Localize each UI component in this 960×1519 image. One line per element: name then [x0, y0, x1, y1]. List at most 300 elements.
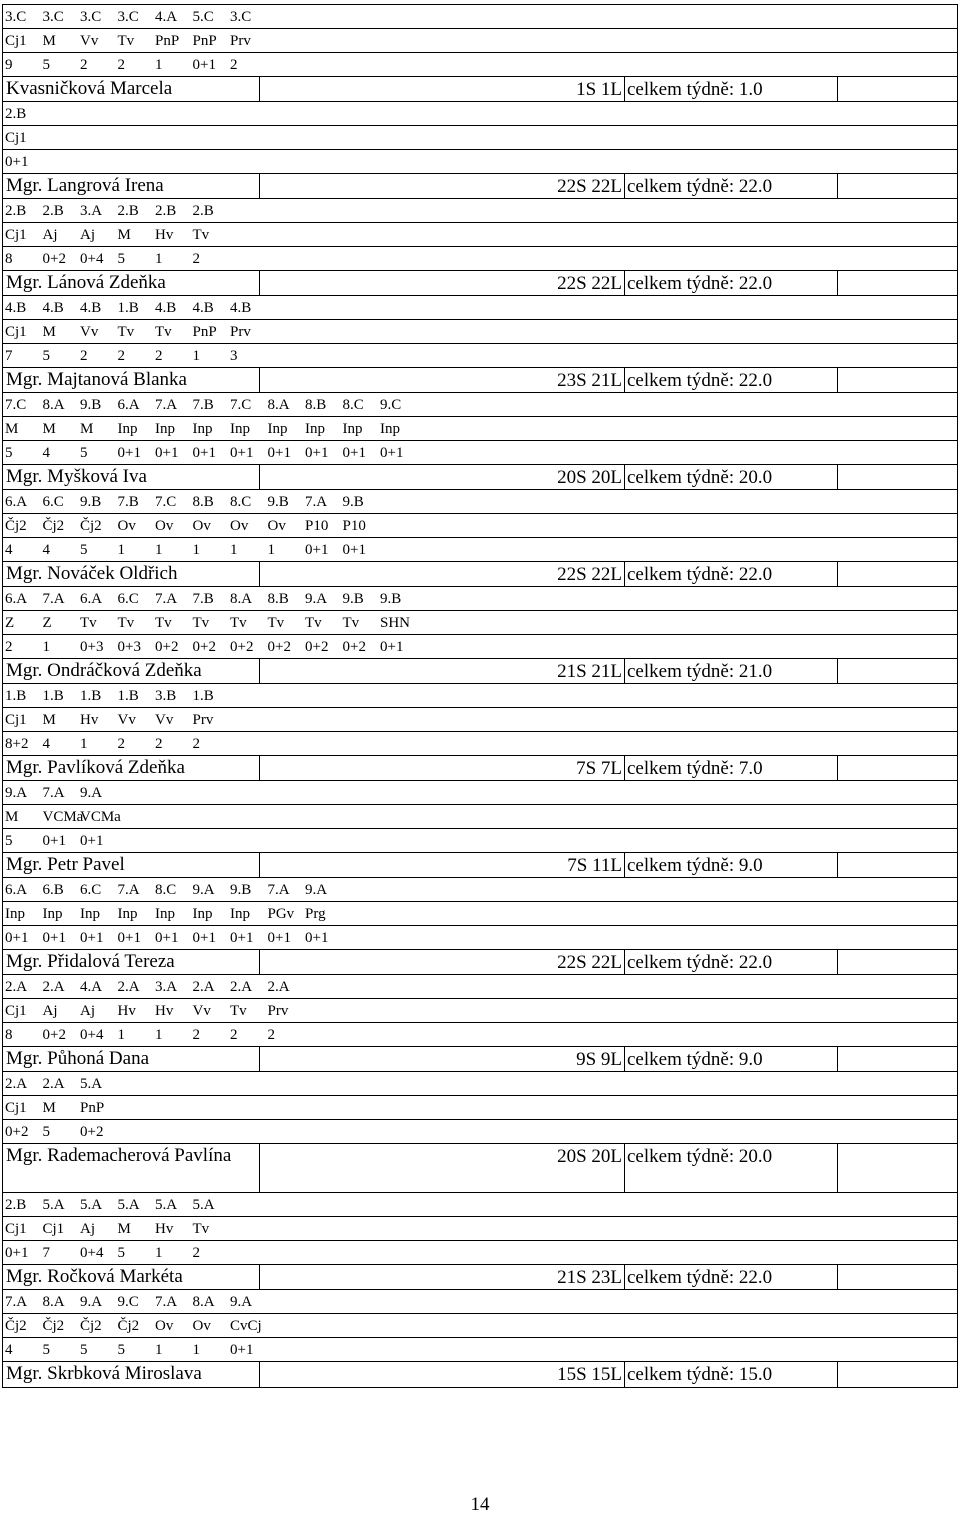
schedule-cell: Ov	[155, 1318, 174, 1334]
lesson-count: 15S 15L	[557, 1364, 622, 1385]
schedule-cell: 9.A	[80, 785, 103, 801]
schedule-row	[3, 1096, 957, 1120]
schedule-cell: 0+2	[342, 639, 366, 655]
schedule-cell: CvCj	[230, 1318, 262, 1334]
schedule-cell: 3.A	[80, 203, 103, 219]
schedule-cell: Z	[42, 615, 52, 631]
schedule-cell: Aj	[42, 1003, 58, 1019]
schedule-cell: 0+2	[155, 639, 179, 655]
schedule-cell: Tv	[342, 615, 360, 631]
schedule-cell: 4	[42, 736, 50, 752]
schedule-cell: 1	[192, 348, 200, 364]
schedule-cell: 0+2	[230, 639, 254, 655]
schedule-cell: 0+2	[305, 639, 329, 655]
schedule-cell: 0+1	[305, 445, 329, 461]
schedule-cell: 5.A	[80, 1197, 103, 1213]
teacher-name: Mgr. Majtanová Blanka	[6, 369, 187, 390]
schedule-cell: 5.A	[117, 1197, 140, 1213]
schedule-row	[3, 975, 957, 999]
schedule-row	[3, 611, 957, 635]
schedule-cell: Inp	[117, 421, 138, 437]
schedule-cell: 0+1	[342, 445, 366, 461]
schedule-cell: Cj1	[5, 1003, 27, 1019]
schedule-cell: 2.A	[5, 1076, 28, 1092]
weekly-total: celkem týdně: 22.0	[627, 952, 773, 973]
schedule-cell: M	[42, 33, 56, 49]
column-divider	[837, 174, 838, 198]
schedule-cell: 1.B	[5, 688, 27, 704]
schedule-cell: Cj1	[5, 130, 27, 146]
schedule-cell: 7.B	[192, 397, 214, 413]
schedule-cell: 1.B	[80, 688, 102, 704]
schedule-cell: Inp	[155, 421, 175, 437]
schedule-cell: M	[5, 421, 19, 437]
lesson-count: 21S 23L	[557, 1267, 622, 1288]
schedule-cell: M	[42, 421, 56, 437]
teacher-name: Mgr. Myšková Iva	[6, 466, 147, 487]
schedule-cell: PnP	[155, 33, 180, 49]
schedule-cell: 1	[80, 736, 88, 752]
schedule-cell: Tv	[80, 615, 97, 631]
column-divider	[837, 77, 838, 101]
schedule-cell: 7	[42, 1245, 50, 1261]
schedule-cell: 8.A	[42, 1294, 65, 1310]
teacher-name: Mgr. Lánová Zdeňka	[6, 272, 166, 293]
weekly-total: celkem týdně: 7.0	[627, 758, 763, 779]
schedule-cell: 0+1	[80, 833, 104, 849]
schedule-cell: 0+1	[380, 639, 404, 655]
schedule-cell: 7.A	[267, 882, 290, 898]
schedule-row	[3, 999, 957, 1023]
schedule-row	[3, 684, 957, 708]
column-divider	[624, 756, 625, 780]
schedule-row	[3, 514, 957, 538]
schedule-cell: 9.B	[230, 882, 252, 898]
teacher-name: Mgr. Půhoná Dana	[6, 1048, 150, 1069]
schedule-row	[3, 29, 957, 53]
schedule-cell: Inp	[155, 906, 175, 922]
teacher-schedule-table	[2, 4, 958, 1388]
schedule-cell: 0+1	[117, 445, 141, 461]
schedule-cell: 2	[192, 1027, 200, 1043]
schedule-cell: 7.B	[117, 494, 139, 510]
schedule-cell: 5	[42, 57, 50, 73]
schedule-cell: 2	[117, 348, 125, 364]
schedule-cell: 3.A	[155, 979, 178, 995]
schedule-cell: 2.B	[5, 106, 27, 122]
schedule-cell: PnP	[192, 324, 217, 340]
schedule-cell: Inp	[42, 906, 63, 922]
schedule-cell: M	[5, 809, 19, 825]
schedule-cell: 5.A	[42, 1197, 65, 1213]
teacher-header-row	[3, 1047, 957, 1072]
schedule-cell: Prv	[230, 33, 251, 49]
schedule-cell: 2	[155, 736, 163, 752]
schedule-cell: 0+1	[155, 445, 179, 461]
schedule-row	[3, 538, 957, 562]
teacher-header-row	[3, 1144, 957, 1193]
schedule-cell: 0+1	[80, 930, 104, 946]
schedule-cell: Hv	[155, 227, 174, 243]
schedule-cell: 3.C	[117, 9, 139, 25]
schedule-cell: 2.A	[42, 979, 65, 995]
schedule-cell: 7.B	[192, 591, 214, 607]
schedule-cell: Inp	[192, 906, 213, 922]
schedule-cell: 5.A	[155, 1197, 178, 1213]
schedule-cell: Vv	[117, 712, 136, 728]
schedule-cell: 0+1	[380, 445, 404, 461]
schedule-row	[3, 1193, 957, 1217]
column-divider	[837, 562, 838, 586]
column-divider	[837, 950, 838, 974]
weekly-total: celkem týdně: 20.0	[627, 467, 773, 488]
schedule-cell: 8.A	[230, 591, 253, 607]
column-divider	[624, 1362, 625, 1387]
schedule-cell: 1.B	[117, 688, 139, 704]
schedule-cell: 4	[5, 1342, 13, 1358]
schedule-cell: 4.A	[80, 979, 103, 995]
schedule-cell: 2.A	[117, 979, 140, 995]
schedule-cell: 5.C	[192, 9, 214, 25]
weekly-total: celkem týdně: 20.0	[627, 1146, 773, 1167]
schedule-row	[3, 781, 957, 805]
schedule-cell: Inp	[5, 906, 25, 922]
schedule-cell: 8.A	[42, 397, 65, 413]
schedule-cell: 6.A	[5, 591, 28, 607]
lesson-count: 7S 7L	[576, 758, 622, 779]
schedule-cell: 5.A	[80, 1076, 103, 1092]
teacher-name: Mgr. Petr Pavel	[6, 854, 125, 875]
schedule-cell: Aj	[80, 1003, 95, 1019]
column-divider	[837, 271, 838, 295]
teacher-name: Mgr. Skrbková Miroslava	[6, 1363, 202, 1384]
schedule-cell: 2.B	[5, 1197, 27, 1213]
weekly-total: celkem týdně: 22.0	[627, 176, 773, 197]
schedule-cell: 9.C	[117, 1294, 139, 1310]
schedule-cell: 4.B	[42, 300, 64, 316]
schedule-row	[3, 417, 957, 441]
schedule-row	[3, 902, 957, 926]
schedule-cell: 1	[117, 1027, 125, 1043]
schedule-cell: Inp	[230, 906, 250, 922]
schedule-cell: 7.A	[305, 494, 328, 510]
schedule-cell: 3.C	[230, 9, 252, 25]
schedule-cell: 8	[5, 251, 13, 267]
weekly-total: celkem týdně: 22.0	[627, 1267, 773, 1288]
schedule-cell: 9	[5, 57, 13, 73]
lesson-count: 20S 20L	[557, 1146, 622, 1167]
schedule-cell: 1	[192, 1342, 200, 1358]
weekly-total: celkem týdně: 1.0	[627, 79, 763, 100]
schedule-cell: 4	[42, 542, 50, 558]
schedule-cell: Tv	[117, 324, 135, 340]
schedule-row	[3, 223, 957, 247]
lesson-count: 7S 11L	[567, 855, 622, 876]
schedule-cell: Čj2	[5, 1318, 27, 1334]
teacher-header-row	[3, 756, 957, 781]
schedule-row	[3, 1241, 957, 1265]
schedule-row	[3, 102, 957, 126]
schedule-cell: 2	[192, 1245, 200, 1261]
schedule-cell: 2.A	[192, 979, 215, 995]
schedule-cell: Ov	[230, 518, 249, 534]
schedule-cell: 0+1	[5, 154, 29, 170]
schedule-cell: 2.B	[192, 203, 214, 219]
schedule-cell: 2	[155, 348, 163, 364]
schedule-cell: Hv	[155, 1003, 174, 1019]
schedule-cell: 0+4	[80, 1027, 104, 1043]
column-divider	[624, 368, 625, 392]
schedule-cell: 2.A	[267, 979, 290, 995]
schedule-cell: 1	[155, 542, 163, 558]
schedule-cell: 3	[230, 348, 238, 364]
schedule-row	[3, 878, 957, 902]
schedule-cell: Cj1	[5, 324, 27, 340]
schedule-cell: 9.A	[192, 882, 215, 898]
schedule-cell: 4.B	[230, 300, 252, 316]
schedule-cell: 0+1	[267, 930, 291, 946]
schedule-cell: 0+2	[42, 251, 66, 267]
schedule-cell: Prv	[267, 1003, 289, 1019]
schedule-cell: Čj2	[42, 1318, 65, 1334]
schedule-cell: 0+1	[230, 445, 254, 461]
schedule-cell: M	[117, 227, 131, 243]
schedule-cell: 2	[117, 736, 125, 752]
schedule-cell: 5	[5, 833, 13, 849]
schedule-cell: 7.A	[155, 397, 178, 413]
lesson-count: 1S 1L	[576, 79, 622, 100]
schedule-cell: 2	[117, 57, 125, 73]
schedule-cell: 0+1	[342, 542, 366, 558]
schedule-cell: Čj2	[117, 1318, 140, 1334]
lesson-count: 22S 22L	[557, 564, 622, 585]
schedule-cell: Tv	[230, 615, 247, 631]
schedule-row	[3, 441, 957, 465]
schedule-cell: Aj	[80, 1221, 95, 1237]
schedule-cell: Vv	[192, 1003, 211, 1019]
schedule-cell: 1	[230, 542, 238, 558]
schedule-cell: M	[42, 1100, 56, 1116]
schedule-cell: 7.A	[5, 1294, 28, 1310]
teacher-name: Kvasničková Marcela	[6, 78, 173, 99]
schedule-row	[3, 344, 957, 368]
schedule-cell: 1	[155, 1027, 163, 1043]
column-divider	[624, 465, 625, 489]
column-divider	[837, 756, 838, 780]
schedule-cell: 8.A	[267, 397, 290, 413]
schedule-cell: 0+1	[192, 445, 216, 461]
column-divider	[624, 853, 625, 877]
schedule-cell: Inp	[192, 421, 213, 437]
schedule-cell: 4	[5, 542, 13, 558]
weekly-total: celkem týdně: 22.0	[627, 273, 773, 294]
schedule-row	[3, 1072, 957, 1096]
schedule-cell: 1.B	[42, 688, 64, 704]
schedule-row	[3, 199, 957, 223]
schedule-cell: Aj	[42, 227, 58, 243]
schedule-cell: 0+1	[305, 542, 329, 558]
schedule-cell: 6.A	[5, 882, 28, 898]
column-divider	[624, 271, 625, 295]
column-divider	[837, 1265, 838, 1289]
schedule-cell: 6.C	[42, 494, 64, 510]
schedule-cell: Hv	[117, 1003, 136, 1019]
schedule-cell: 2	[5, 639, 13, 655]
teacher-header-row	[3, 1362, 957, 1387]
schedule-cell: 5	[117, 1342, 125, 1358]
schedule-cell: Čj2	[80, 1318, 102, 1334]
column-divider	[837, 659, 838, 683]
schedule-cell: 8.A	[192, 1294, 215, 1310]
schedule-cell: 5	[80, 1342, 88, 1358]
schedule-cell: Tv	[155, 324, 172, 340]
schedule-cell: Tv	[117, 33, 135, 49]
weekly-total: celkem týdně: 22.0	[627, 564, 773, 585]
schedule-cell: 2	[80, 57, 88, 73]
schedule-row	[3, 926, 957, 950]
schedule-cell: 0+2	[267, 639, 291, 655]
column-divider	[624, 1047, 625, 1071]
schedule-cell: 9.A	[230, 1294, 253, 1310]
schedule-cell: PnP	[80, 1100, 105, 1116]
schedule-cell: Prv	[230, 324, 251, 340]
schedule-cell: 5	[5, 445, 13, 461]
schedule-cell: Tv	[192, 615, 210, 631]
schedule-cell: SHN	[380, 615, 411, 631]
schedule-cell: 2.B	[117, 203, 139, 219]
schedule-cell: Čj2	[42, 518, 65, 534]
schedule-row	[3, 1023, 957, 1047]
schedule-row	[3, 829, 957, 853]
schedule-cell: 0+1	[42, 930, 66, 946]
schedule-cell: 5	[117, 1245, 125, 1261]
schedule-cell: 2	[192, 251, 200, 267]
schedule-cell: 2	[267, 1027, 275, 1043]
schedule-cell: Prv	[192, 712, 214, 728]
schedule-cell: 2.A	[230, 979, 253, 995]
schedule-cell: PGv	[267, 906, 295, 922]
schedule-cell: 6.A	[117, 397, 140, 413]
teacher-header-row	[3, 368, 957, 393]
schedule-row	[3, 53, 957, 77]
teacher-header-row	[3, 562, 957, 587]
schedule-cell: Tv	[192, 1221, 210, 1237]
schedule-row	[3, 1120, 957, 1144]
schedule-row	[3, 296, 957, 320]
schedule-cell: 0+1	[155, 930, 179, 946]
schedule-cell: 4.B	[192, 300, 214, 316]
schedule-cell: M	[42, 324, 56, 340]
schedule-cell: 6.C	[80, 882, 102, 898]
column-divider	[624, 562, 625, 586]
schedule-cell: Ov	[192, 518, 211, 534]
schedule-cell: 0+1	[230, 1342, 254, 1358]
teacher-header-row	[3, 174, 957, 199]
lesson-count: 22S 22L	[557, 273, 622, 294]
column-divider	[837, 1144, 838, 1192]
schedule-cell: 1	[155, 57, 163, 73]
schedule-cell: 2.A	[42, 1076, 65, 1092]
weekly-total: celkem týdně: 9.0	[627, 1049, 763, 1070]
column-divider	[624, 1265, 625, 1289]
schedule-cell: 9.B	[342, 591, 364, 607]
schedule-cell: 3.C	[42, 9, 64, 25]
schedule-row	[3, 490, 957, 514]
schedule-cell: 0+4	[80, 1245, 104, 1261]
teacher-name: Mgr. Přidalová Tereza	[6, 951, 175, 972]
schedule-cell: 4.B	[155, 300, 177, 316]
schedule-cell: 9.A	[80, 1294, 103, 1310]
schedule-cell: M	[80, 421, 94, 437]
schedule-row	[3, 5, 957, 29]
schedule-cell: 8.C	[155, 882, 177, 898]
schedule-cell: 0+3	[117, 639, 141, 655]
column-divider	[624, 77, 625, 101]
schedule-cell: Ov	[267, 518, 286, 534]
schedule-cell: Cj1	[42, 1221, 65, 1237]
schedule-cell: 9.B	[80, 494, 102, 510]
lesson-count: 22S 22L	[557, 176, 622, 197]
schedule-cell: Inp	[342, 421, 363, 437]
schedule-cell: Hv	[80, 712, 99, 728]
schedule-row	[3, 587, 957, 611]
teacher-header-row	[3, 853, 957, 878]
schedule-cell: Vv	[80, 324, 99, 340]
weekly-total: celkem týdně: 21.0	[627, 661, 773, 682]
teacher-name: Mgr. Ročková Markéta	[6, 1266, 183, 1287]
schedule-cell: 4	[42, 445, 50, 461]
teacher-header-row	[3, 271, 957, 296]
schedule-cell: 8.B	[192, 494, 214, 510]
schedule-cell: 9.B	[80, 397, 102, 413]
schedule-cell: 1	[42, 639, 50, 655]
schedule-cell: Ov	[117, 518, 136, 534]
schedule-cell: Tv	[267, 615, 285, 631]
schedule-cell: Prg	[305, 906, 326, 922]
schedule-cell: 7.C	[155, 494, 177, 510]
schedule-cell: Cj1	[5, 1100, 27, 1116]
schedule-cell: Hv	[155, 1221, 174, 1237]
schedule-cell: Inp	[80, 906, 100, 922]
schedule-cell: Tv	[117, 615, 135, 631]
schedule-cell: Inp	[380, 421, 400, 437]
schedule-cell: 0+1	[230, 930, 254, 946]
schedule-cell: 7	[5, 348, 13, 364]
schedule-cell: Vv	[155, 712, 174, 728]
teacher-name: Mgr. Ondráčková Zdeňka	[6, 660, 202, 681]
schedule-cell: 7.C	[230, 397, 252, 413]
teacher-header-row	[3, 465, 957, 490]
schedule-cell: 0+1	[42, 833, 66, 849]
teacher-name: Mgr. Nováček Oldřich	[6, 563, 178, 584]
schedule-cell: M	[42, 712, 56, 728]
schedule-cell: Tv	[155, 615, 172, 631]
schedule-cell: 4.A	[155, 9, 178, 25]
weekly-total: celkem týdně: 15.0	[627, 1364, 773, 1385]
schedule-cell: 5	[80, 542, 88, 558]
column-divider	[837, 465, 838, 489]
schedule-cell: Aj	[80, 227, 95, 243]
schedule-cell: 0+1	[192, 930, 216, 946]
schedule-cell: Cj1	[5, 1221, 27, 1237]
column-divider	[624, 174, 625, 198]
schedule-cell: 3.C	[5, 9, 27, 25]
column-divider	[624, 1144, 625, 1192]
schedule-cell: 1	[192, 542, 200, 558]
schedule-cell: 0+2	[5, 1124, 29, 1140]
schedule-cell: 2	[230, 1027, 238, 1043]
schedule-cell: Inp	[305, 421, 325, 437]
